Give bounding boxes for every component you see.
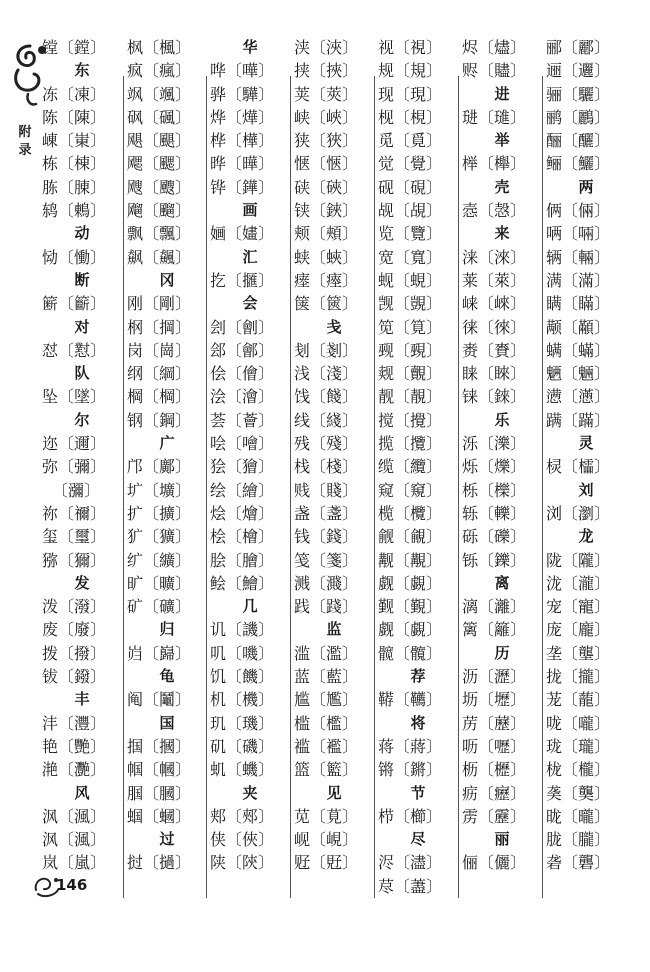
character-entry: 铗〔鋏〕	[294, 201, 359, 221]
character-entry: 沨〔渢〕	[42, 830, 107, 850]
character-entry: 钱〔錢〕	[294, 527, 359, 547]
character-entry: 鞯〔韉〕	[378, 690, 443, 710]
radical-heading: 举	[494, 131, 510, 150]
character-entry: 艳〔艷〕	[42, 736, 107, 756]
character-entry: 宠〔寵〕	[546, 597, 611, 617]
character-entry: 铧〔鏵〕	[210, 177, 275, 197]
character-entry: 崃〔崍〕	[462, 294, 527, 314]
character-entry: 浅〔淺〕	[294, 364, 359, 384]
character-entry: 珑〔瓏〕	[546, 736, 611, 756]
radical-heading: 风	[74, 783, 90, 802]
character-entry: 恸〔慟〕	[42, 247, 107, 267]
character-entry: 栈〔棧〕	[294, 457, 359, 477]
character-entry: 岿〔巋〕	[127, 643, 192, 663]
character-entry: 冻〔凍〕	[42, 84, 107, 104]
character-entry: 残〔殘〕	[294, 434, 359, 454]
character-entry: 棂〔櫺〕	[546, 457, 611, 477]
character-entry: 苈〔藶〕	[462, 713, 527, 733]
radical-heading: 节	[410, 783, 426, 802]
character-entry: 钢〔鋼〕	[127, 410, 192, 430]
character-entry: 徕〔徠〕	[462, 317, 527, 337]
character-entry: 茏〔蘢〕	[546, 690, 611, 710]
character-entry: 庞〔龐〕	[546, 620, 611, 640]
character-entry: 唡〔啢〕	[546, 224, 611, 244]
character-entry: 哗〔嘩〕	[210, 61, 275, 81]
character-entry: 苋〔莧〕	[294, 806, 359, 826]
character-entry: 泺〔濼〕	[462, 434, 527, 454]
character-entry: 桦〔樺〕	[210, 131, 275, 151]
character-entry: 缆〔纜〕	[378, 457, 443, 477]
character-entry: 酾〔釃〕	[546, 131, 611, 151]
character-entry: 线〔綫〕	[294, 410, 359, 430]
character-entry: 视〔視〕	[378, 38, 443, 57]
character-entry: 满〔滿〕	[546, 270, 611, 290]
character-entry: 蓝〔藍〕	[294, 667, 359, 687]
character-entry: 蚬〔蜆〕	[378, 270, 443, 290]
character-entry: 滟〔灧〕	[42, 760, 107, 780]
character-entry: 栉〔櫛〕	[378, 806, 443, 826]
character-entry: 岗〔崗〕	[127, 340, 192, 360]
character-entry: 逦〔邐〕	[546, 61, 611, 81]
radical-heading: 丽	[494, 830, 510, 849]
character-entry: 窥〔窺〕	[378, 480, 443, 500]
radical-heading: 丰	[74, 690, 90, 709]
character-entry: 槛〔檻〕	[294, 713, 359, 733]
character-entry: 骊〔驪〕	[546, 84, 611, 104]
character-entry: 迩〔邇〕	[42, 434, 107, 454]
column-divider	[290, 76, 291, 898]
character-entry: 矿〔礦〕	[127, 597, 192, 617]
character-entry: 弥〔彌〕	[42, 457, 107, 477]
character-entry: 涞〔淶〕	[462, 247, 527, 267]
character-entry: 溅〔濺〕	[294, 573, 359, 593]
radical-heading: 断	[74, 270, 90, 289]
character-entry: 赆〔贐〕	[462, 61, 527, 81]
character-entry: 侩〔儈〕	[210, 364, 275, 384]
radical-heading: 广	[159, 434, 175, 453]
character-entry: 废〔廢〕	[42, 620, 107, 640]
radical-heading: 进	[494, 84, 510, 103]
character-entry: 赉〔賚〕	[462, 340, 527, 360]
character-entry: 瘗〔瘞〕	[294, 270, 359, 290]
column-divider	[374, 76, 375, 898]
radical-heading: 画	[242, 201, 258, 220]
character-entry: 陕〔陝〕	[210, 853, 275, 873]
character-column	[378, 36, 458, 896]
character-entry: 拢〔攏〕	[546, 667, 611, 687]
column-divider	[123, 76, 124, 898]
character-entry: 簖〔籪〕	[42, 294, 107, 314]
character-entry: 疯〔瘋〕	[127, 61, 192, 81]
character-entry: 飔〔颸〕	[127, 154, 192, 174]
character-entry: 笕〔筧〕	[378, 317, 443, 337]
character-entry: 腘〔膕〕	[127, 783, 192, 803]
character-entry: 阄〔鬮〕	[127, 690, 192, 710]
character-entry: 规〔規〕	[378, 61, 443, 81]
character-entry: 晔〔曄〕	[210, 154, 275, 174]
character-entry: 搅〔攪〕	[378, 410, 443, 430]
radical-heading: 几	[242, 597, 258, 616]
radical-heading: 队	[74, 364, 90, 383]
character-entry: 俩〔倆〕	[546, 201, 611, 221]
character-entry: 浏〔瀏〕	[546, 503, 611, 523]
character-entry: 悫〔愨〕	[462, 201, 527, 221]
radical-heading: 归	[159, 620, 175, 639]
character-entry: 纲〔綱〕	[127, 364, 192, 384]
character-entry: 觎〔覦〕	[378, 527, 443, 547]
character-entry: 浃〔浹〕	[294, 38, 359, 57]
character-entry: 岚〔嵐〕	[42, 853, 107, 873]
character-entry: 烬〔燼〕	[462, 38, 527, 57]
character-entry: 犷〔獷〕	[127, 527, 192, 547]
column-divider	[206, 76, 207, 898]
radical-heading: 华	[242, 38, 258, 56]
character-entry: 栎〔櫟〕	[462, 480, 527, 500]
character-entry: 榄〔欖〕	[378, 503, 443, 523]
character-entry: 榉〔櫸〕	[462, 154, 527, 174]
character-entry: 桧〔檜〕	[210, 527, 275, 547]
radical-heading: 龟	[159, 667, 175, 686]
character-entry: 䶮〔龑〕	[546, 783, 611, 803]
radical-heading: 龙	[578, 527, 594, 546]
character-entry: 沥〔瀝〕	[462, 667, 527, 687]
character-entry: 觑〔覷〕	[378, 620, 443, 640]
character-entry: 骅〔驊〕	[210, 84, 275, 104]
character-entry: 帼〔幗〕	[127, 760, 192, 780]
character-entry: 〔瀰〕	[52, 480, 101, 500]
character-entry: 峡〔峽〕	[294, 107, 359, 127]
character-entry: 觊〔覬〕	[378, 294, 443, 314]
character-entry: 拨〔撥〕	[42, 643, 107, 663]
character-entry: 叽〔嘰〕	[210, 643, 275, 663]
character-column	[294, 36, 374, 873]
character-entry: 猕〔獮〕	[42, 550, 107, 570]
character-entry: 陇〔隴〕	[546, 550, 611, 570]
character-entry: 机〔機〕	[210, 690, 275, 710]
character-entry: 荚〔莢〕	[294, 84, 359, 104]
character-entry: 枥〔櫪〕	[462, 760, 527, 780]
character-entry: 现〔現〕	[378, 84, 443, 104]
character-entry: 陈〔陳〕	[42, 107, 107, 127]
radical-heading: 灵	[578, 434, 594, 453]
character-entry: 狭〔狹〕	[294, 131, 359, 151]
character-entry: 烨〔燁〕	[210, 107, 275, 127]
character-entry: 烁〔爍〕	[462, 457, 527, 477]
appendix-label: 附录	[18, 125, 32, 158]
character-entry: 觇〔覘〕	[378, 201, 443, 221]
character-entry: 呖〔嚦〕	[462, 736, 527, 756]
character-entry: 觐〔覲〕	[378, 597, 443, 617]
character-entry: 刚〔剛〕	[127, 294, 192, 314]
character-entry: 魉〔魎〕	[546, 364, 611, 384]
character-entry: 沨〔渢〕	[42, 806, 107, 826]
character-entry: 浍〔澮〕	[210, 387, 275, 407]
character-column	[546, 36, 626, 873]
character-entry: 旷〔曠〕	[127, 573, 192, 593]
radical-heading: 对	[74, 317, 90, 336]
character-column	[127, 36, 207, 873]
radical-heading: 荐	[410, 667, 426, 686]
character-entry: 扩〔擴〕	[127, 503, 192, 523]
character-entry: 雳〔靂〕	[462, 806, 527, 826]
character-entry: 螨〔蟎〕	[546, 340, 611, 360]
character-entry: 玑〔璣〕	[210, 713, 275, 733]
character-entry: 绘〔繪〕	[210, 480, 275, 500]
radical-heading: 会	[242, 294, 258, 313]
character-entry: 靓〔靚〕	[378, 387, 443, 407]
character-entry: 掴〔摑〕	[127, 736, 192, 756]
character-entry: 觅〔覓〕	[378, 131, 443, 151]
character-entry: 纩〔纊〕	[127, 550, 192, 570]
radical-heading: 冈	[159, 270, 175, 289]
character-entry: 览〔覽〕	[378, 224, 443, 244]
radical-heading: 东	[74, 61, 90, 80]
character-entry: 㭎〔掆〕	[127, 317, 192, 337]
character-entry: 揽〔攬〕	[378, 434, 443, 454]
radical-heading: 汇	[242, 247, 258, 266]
character-column	[462, 36, 542, 873]
character-entry: 挝〔撾〕	[127, 853, 192, 873]
character-entry: 饥〔饑〕	[210, 667, 275, 687]
radical-heading: 戋	[326, 317, 342, 336]
character-entry: 栊〔櫳〕	[546, 760, 611, 780]
character-entry: 挟〔挾〕	[294, 61, 359, 81]
radical-heading: 监	[326, 620, 342, 639]
character-entry: 笺〔箋〕	[294, 550, 359, 570]
character-entry: 郐〔鄶〕	[210, 340, 275, 360]
character-entry: 飒〔颯〕	[127, 84, 192, 104]
character-entry: 觑〔覷〕	[378, 573, 443, 593]
character-entry: 饯〔餞〕	[294, 387, 359, 407]
character-entry: 扢〔擓〕	[210, 270, 275, 290]
character-entry: 泼〔潑〕	[42, 597, 107, 617]
character-entry: 邝〔鄺〕	[127, 457, 192, 477]
character-entry: 狯〔獪〕	[210, 457, 275, 477]
character-entry: 枧〔梘〕	[378, 107, 443, 127]
character-entry: 砜〔碸〕	[127, 107, 192, 127]
character-entry: 荩〔藎〕	[378, 876, 443, 896]
character-entry: 睐〔睞〕	[462, 364, 527, 384]
radical-heading: 夹	[242, 783, 258, 802]
character-entry: 尴〔尷〕	[294, 690, 359, 710]
character-column	[42, 36, 122, 873]
character-entry: 轹〔轢〕	[462, 503, 527, 523]
character-entry: 矶〔磯〕	[210, 736, 275, 756]
character-entry: 刬〔剗〕	[294, 340, 359, 360]
character-entry: 镗〔鏜〕	[42, 38, 107, 57]
character-entry: 崠〔崬〕	[42, 131, 107, 151]
character-entry: 砾〔礫〕	[462, 527, 527, 547]
radical-heading: 将	[410, 713, 426, 732]
character-entry: 贱〔賤〕	[294, 480, 359, 500]
character-entry: 飙〔飆〕	[127, 247, 192, 267]
radical-heading: 动	[74, 224, 90, 243]
character-entry: 铄〔鑠〕	[462, 550, 527, 570]
character-entry: 侠〔俠〕	[210, 830, 275, 850]
radical-heading: 壳	[494, 177, 510, 196]
radical-heading: 来	[494, 224, 510, 243]
character-entry: 怼〔懟〕	[42, 340, 107, 360]
character-entry: 觌〔覿〕	[378, 364, 443, 384]
character-entry: 滥〔濫〕	[294, 643, 359, 663]
character-column	[210, 36, 290, 873]
character-entry: 瞒〔瞞〕	[546, 294, 611, 314]
character-entry: 婳〔嫿〕	[210, 224, 275, 244]
character-entry: 荟〔薈〕	[210, 410, 275, 430]
character-entry: 篱〔籬〕	[462, 620, 527, 640]
character-entry: 岘〔峴〕	[294, 830, 359, 850]
character-entry: 觋〔覡〕	[378, 340, 443, 360]
character-entry: 硖〔硤〕	[294, 177, 359, 197]
character-entry: 觃〔覎〕	[294, 853, 359, 873]
radical-heading: 乐	[494, 410, 510, 429]
character-entry: 篮〔籃〕	[294, 760, 359, 780]
character-entry: 琎〔璡〕	[462, 107, 527, 127]
character-entry: 觉〔覺〕	[378, 154, 443, 174]
character-entry: 郏〔郟〕	[210, 806, 275, 826]
character-entry: 莱〔萊〕	[462, 270, 527, 290]
character-entry: 胨〔腖〕	[42, 177, 107, 197]
character-entry: 烩〔燴〕	[210, 503, 275, 523]
character-entry: 脍〔膾〕	[210, 550, 275, 570]
character-entry: 哙〔噲〕	[210, 434, 275, 454]
radical-heading: 过	[159, 830, 175, 849]
character-entry: 觏〔覯〕	[378, 550, 443, 570]
character-entry: 蝈〔蟈〕	[127, 806, 192, 826]
character-entry: 栋〔棟〕	[42, 154, 107, 174]
character-entry: 泷〔瀧〕	[546, 573, 611, 593]
character-entry: 辆〔輛〕	[546, 247, 611, 267]
character-entry: 胧〔朧〕	[546, 830, 611, 850]
character-entry: 鸫〔鶇〕	[42, 201, 107, 221]
radical-heading: 离	[494, 573, 510, 592]
character-entry: 飘〔飄〕	[127, 224, 192, 244]
character-entry: 蛱〔蛺〕	[294, 247, 359, 267]
character-entry: 俪〔儷〕	[462, 853, 527, 873]
radical-heading: 国	[159, 713, 175, 732]
character-entry: 疬〔癧〕	[462, 783, 527, 803]
character-entry: 飗〔飀〕	[127, 201, 192, 221]
radical-heading: 发	[74, 573, 90, 592]
character-entry: 飓〔颶〕	[127, 131, 192, 151]
character-entry: 鹂〔鸝〕	[546, 107, 611, 127]
character-entry: 髋〔髖〕	[378, 643, 443, 663]
character-entry: 砻〔礱〕	[546, 853, 611, 873]
character-entry: 飕〔颼〕	[127, 177, 192, 197]
character-entry: 虮〔蟣〕	[210, 760, 275, 780]
radical-heading: 尽	[410, 830, 426, 849]
character-entry: 颟〔顢〕	[546, 317, 611, 337]
character-entry: 蒋〔蔣〕	[378, 736, 443, 756]
column-divider	[458, 76, 459, 898]
character-entry: 坠〔墜〕	[42, 387, 107, 407]
radical-heading: 见	[326, 783, 342, 802]
character-entry: 蹒〔蹣〕	[546, 410, 611, 430]
character-entry: 惬〔愜〕	[294, 154, 359, 174]
character-entry: 铼〔錸〕	[462, 387, 527, 407]
character-entry: 懑〔懣〕	[546, 387, 611, 407]
character-entry: 锵〔鏘〕	[378, 760, 443, 780]
character-entry: 漓〔灕〕	[462, 597, 527, 617]
character-entry: 钹〔鏺〕	[42, 667, 107, 687]
character-entry: 昽〔曨〕	[546, 806, 611, 826]
radical-heading: 历	[494, 643, 510, 662]
character-entry: 圹〔壙〕	[127, 480, 192, 500]
character-entry: 枫〔楓〕	[127, 38, 192, 57]
character-entry: 箧〔篋〕	[294, 294, 359, 314]
character-entry: 祢〔禰〕	[42, 503, 107, 523]
radical-heading: 尔	[74, 410, 90, 429]
character-entry: 鲙〔鱠〕	[210, 573, 275, 593]
character-entry: 褴〔襤〕	[294, 736, 359, 756]
radical-heading: 两	[578, 177, 594, 196]
character-entry: 鲡〔鱺〕	[546, 154, 611, 174]
character-entry: 讥〔譏〕	[210, 620, 275, 640]
character-entry: 浕〔濜〕	[378, 853, 443, 873]
page-number: 146	[56, 876, 88, 894]
character-entry: 玺〔璽〕	[42, 527, 107, 547]
character-entry: 沣〔灃〕	[42, 713, 107, 733]
character-entry: 郦〔酈〕	[546, 38, 611, 57]
character-entry: 坜〔壢〕	[462, 690, 527, 710]
character-entry: 砚〔硯〕	[378, 177, 443, 197]
character-entry: 咙〔嚨〕	[546, 713, 611, 733]
character-entry: 刽〔劊〕	[210, 317, 275, 337]
radical-heading: 刘	[578, 480, 594, 499]
character-entry: 垄〔壟〕	[546, 643, 611, 663]
column-divider	[542, 76, 543, 898]
character-entry: 宽〔寬〕	[378, 247, 443, 267]
character-entry: 践〔踐〕	[294, 597, 359, 617]
character-entry: 颊〔頰〕	[294, 224, 359, 244]
character-entry: 棡〔棡〕	[127, 387, 192, 407]
character-entry: 盏〔盞〕	[294, 503, 359, 523]
